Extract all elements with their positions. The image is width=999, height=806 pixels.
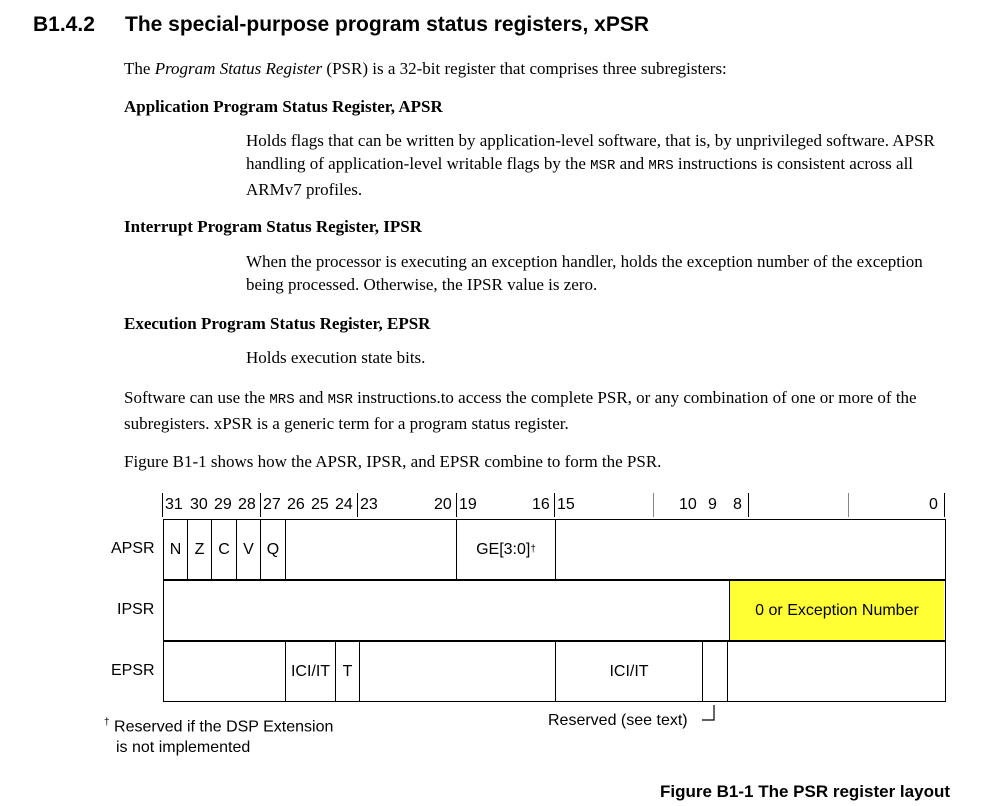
intro-post: (PSR) is a 32-bit register that comprises three subregisters: xyxy=(322,59,727,78)
footnote-line-2: is not implemented xyxy=(116,739,251,757)
ge-label: GE[3:0] xyxy=(476,540,531,558)
apsr-n-flag: N xyxy=(164,520,188,579)
bit-15: 15 xyxy=(557,496,575,513)
apsr-msr: MSR xyxy=(590,158,616,174)
apsr-row-label: APSR xyxy=(111,540,155,557)
bit-tick xyxy=(162,493,163,517)
bit-tick xyxy=(456,493,457,517)
dsp-footnote xyxy=(104,712,333,758)
epsr-reserved-b xyxy=(360,642,556,701)
ipsr-reserved xyxy=(164,581,730,640)
apsr-z-flag: Z xyxy=(188,520,212,579)
epsr-description: Holds execution state bits. xyxy=(246,348,426,367)
bit-29: 29 xyxy=(214,496,232,513)
epsr-t-bit: T xyxy=(336,642,360,701)
epsr-row-label: EPSR xyxy=(111,662,155,679)
bit-tick xyxy=(748,493,749,517)
epsr-reserved-a xyxy=(164,642,286,701)
apsr-q-flag: Q xyxy=(261,520,286,579)
apsr-text-2: instructions is consistent across all ARMv7 profiles. xyxy=(246,154,914,199)
bit-8: 8 xyxy=(733,496,742,513)
bit-25: 25 xyxy=(311,496,329,513)
bit-9: 9 xyxy=(708,496,717,513)
bit-20: 20 xyxy=(434,496,452,513)
section-number: B1.4.2 xyxy=(33,13,95,36)
section-title: The special-purpose program status registers, xPSR xyxy=(125,13,649,36)
software-mrs: MRS xyxy=(269,392,295,408)
apsr-v-flag: V xyxy=(237,520,261,579)
epsr-row xyxy=(163,641,946,702)
reserved-pointer-icon xyxy=(700,704,720,724)
ipsr-row xyxy=(163,580,946,641)
software-pre: Software can use the xyxy=(124,388,270,407)
bit-31: 31 xyxy=(165,496,183,513)
apsr-heading: Application Program Status Register, APSR xyxy=(124,97,443,116)
section-heading xyxy=(33,13,649,37)
software-paragraph xyxy=(124,386,954,435)
epsr-ici-it-high: ICI/IT xyxy=(286,642,336,701)
bit-tick xyxy=(554,493,555,517)
bit-23: 23 xyxy=(360,496,378,513)
ipsr-exception-number: 0 or Exception Number xyxy=(730,581,944,640)
bit-tick xyxy=(848,493,849,517)
epsr-ici-it-low: ICI/IT xyxy=(556,642,703,701)
bit-tick xyxy=(653,493,654,517)
bit-tick xyxy=(357,493,358,517)
apsr-reserved-a xyxy=(286,520,457,579)
footnote-dagger: † xyxy=(104,717,110,728)
software-msr: MSR xyxy=(327,392,353,408)
intro-pre: The xyxy=(124,59,155,78)
apsr-description xyxy=(246,129,956,201)
bit-28: 28 xyxy=(238,496,256,513)
software-and: and xyxy=(294,388,328,407)
apsr-row xyxy=(163,519,946,580)
apsr-c-flag: C xyxy=(212,520,237,579)
epsr-reserved-bit xyxy=(703,642,728,701)
bit-30: 30 xyxy=(190,496,208,513)
bit-19: 19 xyxy=(459,496,477,513)
apsr-and: and xyxy=(615,154,649,173)
reserved-note: Reserved (see text) xyxy=(548,712,688,729)
epsr-heading: Execution Program Status Register, EPSR xyxy=(124,314,431,333)
bit-tick xyxy=(260,493,261,517)
figure-caption: Figure B1-1 The PSR register layout xyxy=(659,782,950,801)
apsr-ge-field xyxy=(457,520,556,579)
ge-dagger: † xyxy=(530,544,536,555)
bit-tick xyxy=(944,493,945,517)
bit-16: 16 xyxy=(532,496,550,513)
bit-10: 10 xyxy=(679,496,697,513)
bit-0: 0 xyxy=(929,496,938,513)
figure-reference: Figure B1-1 shows how the APSR, IPSR, and EPSR combine to form the PSR. xyxy=(124,452,662,471)
ipsr-description: When the processor is executing an exception handler, holds the exception number of the exception being processed. Otherwise, the IPSR value is zero. xyxy=(246,252,923,294)
bit-24: 24 xyxy=(335,496,353,513)
apsr-text-1: Holds flags that can be written by application-level software, that is, by unprivileged software. APSR handling of application-level writable flags by the xyxy=(246,131,935,173)
intro-paragraph xyxy=(124,57,727,80)
intro-term: Program Status Register xyxy=(154,59,323,78)
ipsr-heading: Interrupt Program Status Register, IPSR xyxy=(124,217,422,236)
ipsr-row-label: IPSR xyxy=(117,601,155,618)
bit-26: 26 xyxy=(287,496,305,513)
footnote-line-1: Reserved if the DSP Extension xyxy=(114,718,334,736)
apsr-mrs: MRS xyxy=(648,158,674,174)
bit-27: 27 xyxy=(263,496,281,513)
software-post: instructions.to access the complete PSR, or any combination of one or more of the subregisters. xPSR is a generic term for a program status register. xyxy=(124,388,917,433)
